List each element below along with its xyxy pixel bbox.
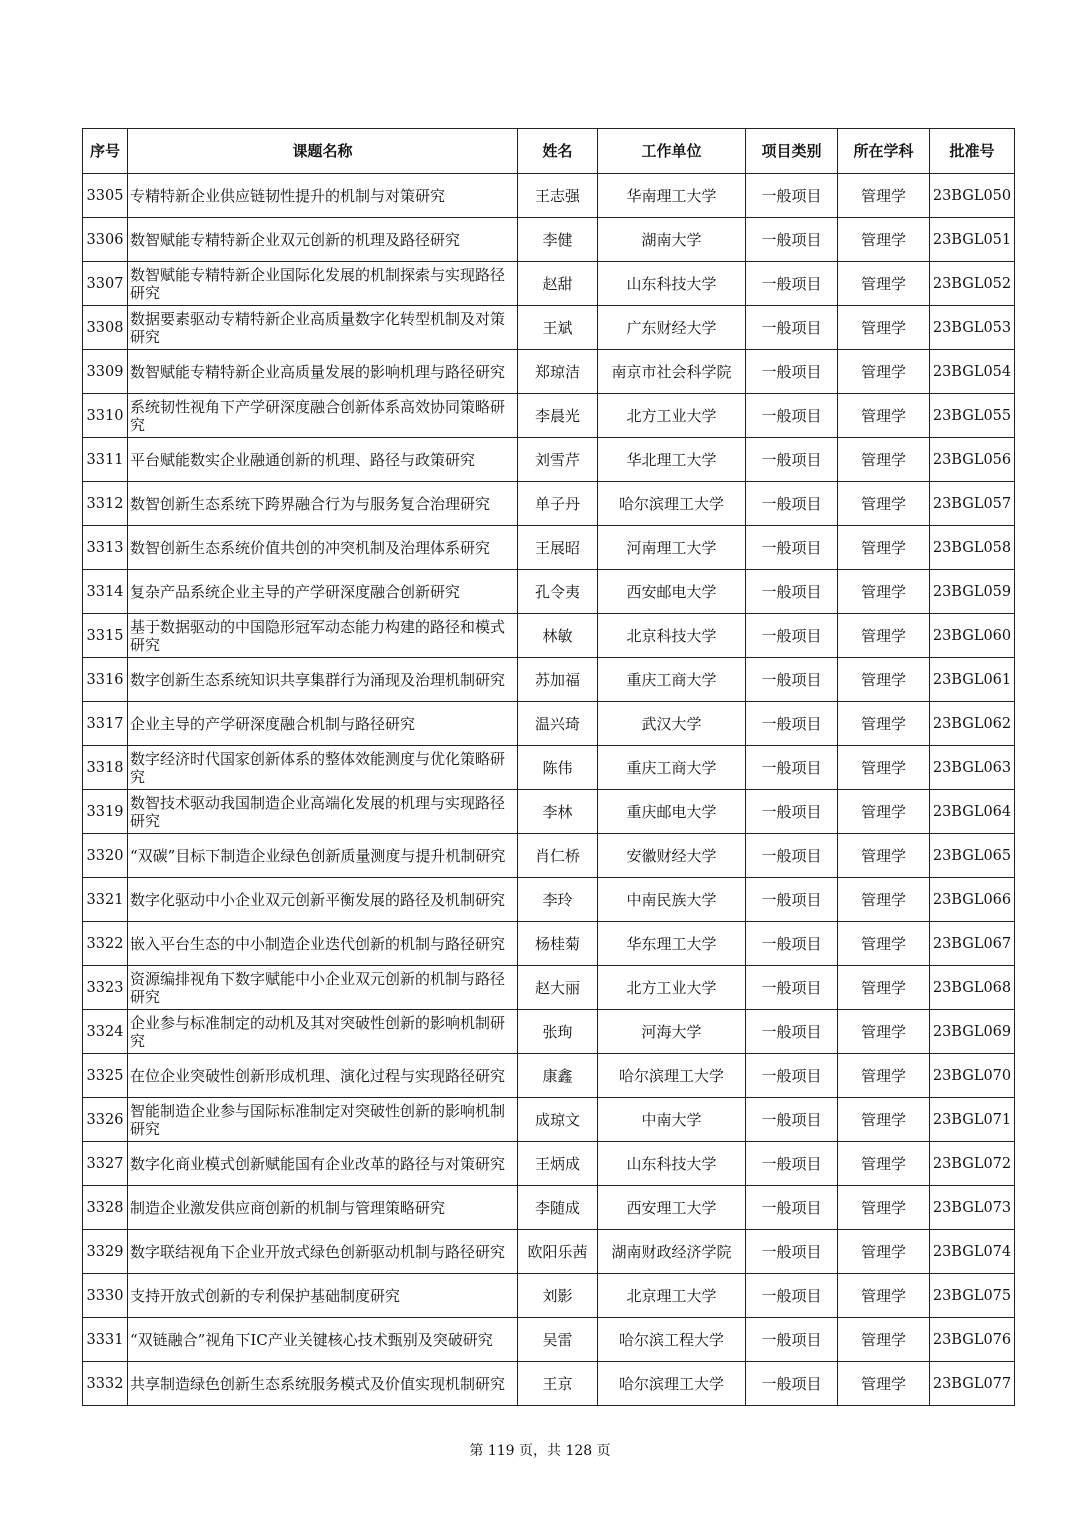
cell-title: 数字化商业模式创新赋能国有企业改革的路径与对策研究 (128, 1142, 518, 1186)
cell-code: 23BGL067 (930, 922, 1015, 966)
cell-discipline: 管理学 (838, 570, 930, 614)
cell-unit: 湖南大学 (598, 218, 746, 262)
table-row (83, 1054, 1015, 1098)
cell-name: 李晨光 (518, 394, 598, 438)
cell-category: 一般项目 (746, 1142, 838, 1186)
cell-discipline: 管理学 (838, 306, 930, 350)
cell-category: 一般项目 (746, 526, 838, 570)
cell-unit: 哈尔滨理工大学 (598, 1362, 746, 1406)
col-header-discipline: 所在学科 (838, 129, 930, 174)
cell-name: 张珣 (518, 1010, 598, 1054)
table-row (83, 482, 1015, 526)
cell-category: 一般项目 (746, 1186, 838, 1230)
cell-title: 系统韧性视角下产学研深度融合创新体系高效协同策略研究 (128, 394, 518, 438)
table-row (83, 746, 1015, 790)
cell-title: 数智赋能专精特新企业高质量发展的影响机理与路径研究 (128, 350, 518, 394)
table-row (83, 966, 1015, 1010)
cell-no: 3318 (83, 746, 128, 790)
table-row (83, 174, 1015, 218)
cell-code: 23BGL058 (930, 526, 1015, 570)
cell-discipline: 管理学 (838, 438, 930, 482)
cell-name: 王京 (518, 1362, 598, 1406)
cell-name: 王展昭 (518, 526, 598, 570)
table-body (83, 174, 1015, 1406)
table-row (83, 614, 1015, 658)
cell-no: 3305 (83, 174, 128, 218)
cell-no: 3315 (83, 614, 128, 658)
cell-discipline: 管理学 (838, 1274, 930, 1318)
cell-code: 23BGL068 (930, 966, 1015, 1010)
cell-name: 李健 (518, 218, 598, 262)
cell-category: 一般项目 (746, 878, 838, 922)
cell-title: 平台赋能数实企业融通创新的机理、路径与政策研究 (128, 438, 518, 482)
cell-code: 23BGL054 (930, 350, 1015, 394)
cell-discipline: 管理学 (838, 966, 930, 1010)
cell-unit: 安徽财经大学 (598, 834, 746, 878)
cell-category: 一般项目 (746, 1230, 838, 1274)
cell-unit: 华南理工大学 (598, 174, 746, 218)
cell-no: 3317 (83, 702, 128, 746)
cell-title: 数智技术驱动我国制造企业高端化发展的机理与实现路径研究 (128, 790, 518, 834)
cell-category: 一般项目 (746, 570, 838, 614)
cell-no: 3326 (83, 1098, 128, 1142)
project-table (82, 128, 1015, 1406)
cell-category: 一般项目 (746, 1054, 838, 1098)
cell-unit: 广东财经大学 (598, 306, 746, 350)
cell-name: 杨桂菊 (518, 922, 598, 966)
cell-no: 3316 (83, 658, 128, 702)
table-row (83, 218, 1015, 262)
cell-name: 郑琼洁 (518, 350, 598, 394)
cell-title: 制造企业激发供应商创新的机制与管理策略研究 (128, 1186, 518, 1230)
cell-code: 23BGL077 (930, 1362, 1015, 1406)
cell-name: 王炳成 (518, 1142, 598, 1186)
cell-title: 数智赋能专精特新企业双元创新的机理及路径研究 (128, 218, 518, 262)
table-row (83, 1274, 1015, 1318)
col-header-title: 课题名称 (128, 129, 518, 174)
cell-code: 23BGL072 (930, 1142, 1015, 1186)
cell-title: 数字经济时代国家创新体系的整体效能测度与优化策略研究 (128, 746, 518, 790)
cell-category: 一般项目 (746, 1362, 838, 1406)
cell-title: 资源编排视角下数字赋能中小企业双元创新的机制与路径研究 (128, 966, 518, 1010)
cell-no: 3327 (83, 1142, 128, 1186)
cell-name: 苏加福 (518, 658, 598, 702)
cell-unit: 北方工业大学 (598, 966, 746, 1010)
cell-code: 23BGL061 (930, 658, 1015, 702)
cell-code: 23BGL065 (930, 834, 1015, 878)
page-number: 第 119 页，共 128 页 (469, 1443, 611, 1459)
table-row (83, 1142, 1015, 1186)
cell-discipline: 管理学 (838, 174, 930, 218)
cell-name: 欧阳乐茜 (518, 1230, 598, 1274)
cell-title: 智能制造企业参与国际标准制定对突破性创新的影响机制研究 (128, 1098, 518, 1142)
cell-code: 23BGL062 (930, 702, 1015, 746)
cell-title: “双链融合”视角下IC产业关键核心技术甄别及突破研究 (128, 1318, 518, 1362)
cell-discipline: 管理学 (838, 834, 930, 878)
cell-name: 肖仁桥 (518, 834, 598, 878)
cell-code: 23BGL073 (930, 1186, 1015, 1230)
cell-discipline: 管理学 (838, 1362, 930, 1406)
cell-title: 数字化驱动中小企业双元创新平衡发展的路径及机制研究 (128, 878, 518, 922)
cell-category: 一般项目 (746, 614, 838, 658)
cell-discipline: 管理学 (838, 790, 930, 834)
cell-category: 一般项目 (746, 218, 838, 262)
cell-title: 数智创新生态系统价值共创的冲突机制及治理体系研究 (128, 526, 518, 570)
table-row (83, 834, 1015, 878)
table-header (83, 129, 1015, 174)
cell-discipline: 管理学 (838, 1054, 930, 1098)
col-header-category: 项目类别 (746, 129, 838, 174)
cell-unit: 西安邮电大学 (598, 570, 746, 614)
cell-unit: 华北理工大学 (598, 438, 746, 482)
cell-code: 23BGL052 (930, 262, 1015, 306)
cell-name: 李随成 (518, 1186, 598, 1230)
col-header-name: 姓名 (518, 129, 598, 174)
cell-unit: 中南大学 (598, 1098, 746, 1142)
cell-category: 一般项目 (746, 746, 838, 790)
cell-unit: 北京理工大学 (598, 1274, 746, 1318)
cell-no: 3310 (83, 394, 128, 438)
cell-code: 23BGL055 (930, 394, 1015, 438)
cell-discipline: 管理学 (838, 1186, 930, 1230)
cell-discipline: 管理学 (838, 878, 930, 922)
cell-code: 23BGL057 (930, 482, 1015, 526)
cell-no: 3320 (83, 834, 128, 878)
cell-title: 数字创新生态系统知识共享集群行为涌现及治理机制研究 (128, 658, 518, 702)
cell-title: “双碳”目标下制造企业绿色创新质量测度与提升机制研究 (128, 834, 518, 878)
cell-title: 企业主导的产学研深度融合机制与路径研究 (128, 702, 518, 746)
cell-discipline: 管理学 (838, 702, 930, 746)
cell-unit: 西安理工大学 (598, 1186, 746, 1230)
cell-unit: 哈尔滨理工大学 (598, 482, 746, 526)
table-row (83, 1010, 1015, 1054)
cell-name: 李玲 (518, 878, 598, 922)
cell-name: 赵甜 (518, 262, 598, 306)
cell-unit: 北方工业大学 (598, 394, 746, 438)
cell-code: 23BGL075 (930, 1274, 1015, 1318)
cell-no: 3321 (83, 878, 128, 922)
cell-name: 赵大丽 (518, 966, 598, 1010)
cell-name: 刘影 (518, 1274, 598, 1318)
cell-code: 23BGL069 (930, 1010, 1015, 1054)
table-row (83, 306, 1015, 350)
cell-title: 企业参与标准制定的动机及其对突破性创新的影响机制研究 (128, 1010, 518, 1054)
cell-title: 基于数据驱动的中国隐形冠军动态能力构建的路径和模式研究 (128, 614, 518, 658)
cell-discipline: 管理学 (838, 1230, 930, 1274)
cell-unit: 武汉大学 (598, 702, 746, 746)
cell-code: 23BGL050 (930, 174, 1015, 218)
cell-code: 23BGL064 (930, 790, 1015, 834)
cell-name: 陈伟 (518, 746, 598, 790)
table-row (83, 790, 1015, 834)
cell-category: 一般项目 (746, 834, 838, 878)
cell-no: 3312 (83, 482, 128, 526)
cell-category: 一般项目 (746, 394, 838, 438)
cell-discipline: 管理学 (838, 1318, 930, 1362)
cell-category: 一般项目 (746, 1318, 838, 1362)
cell-unit: 重庆邮电大学 (598, 790, 746, 834)
table-row (83, 394, 1015, 438)
table-row (83, 1098, 1015, 1142)
table-row (83, 1318, 1015, 1362)
cell-code: 23BGL071 (930, 1098, 1015, 1142)
cell-code: 23BGL053 (930, 306, 1015, 350)
cell-name: 孔令夷 (518, 570, 598, 614)
cell-no: 3329 (83, 1230, 128, 1274)
cell-no: 3313 (83, 526, 128, 570)
table-row (83, 1186, 1015, 1230)
cell-category: 一般项目 (746, 438, 838, 482)
cell-discipline: 管理学 (838, 350, 930, 394)
cell-no: 3331 (83, 1318, 128, 1362)
cell-title: 数智赋能专精特新企业国际化发展的机制探索与实现路径研究 (128, 262, 518, 306)
cell-name: 单子丹 (518, 482, 598, 526)
cell-category: 一般项目 (746, 350, 838, 394)
cell-discipline: 管理学 (838, 218, 930, 262)
cell-name: 吴雷 (518, 1318, 598, 1362)
cell-name: 温兴琦 (518, 702, 598, 746)
cell-no: 3328 (83, 1186, 128, 1230)
table-row (83, 438, 1015, 482)
table-row (83, 1362, 1015, 1406)
cell-discipline: 管理学 (838, 922, 930, 966)
cell-no: 3325 (83, 1054, 128, 1098)
cell-no: 3307 (83, 262, 128, 306)
table-row (83, 570, 1015, 614)
table-row (83, 350, 1015, 394)
cell-no: 3330 (83, 1274, 128, 1318)
cell-name: 王斌 (518, 306, 598, 350)
cell-title: 支持开放式创新的专利保护基础制度研究 (128, 1274, 518, 1318)
cell-title: 专精特新企业供应链韧性提升的机制与对策研究 (128, 174, 518, 218)
cell-code: 23BGL074 (930, 1230, 1015, 1274)
cell-discipline: 管理学 (838, 1010, 930, 1054)
cell-discipline: 管理学 (838, 262, 930, 306)
cell-discipline: 管理学 (838, 526, 930, 570)
cell-title: 数智创新生态系统下跨界融合行为与服务复合治理研究 (128, 482, 518, 526)
cell-title: 复杂产品系统企业主导的产学研深度融合创新研究 (128, 570, 518, 614)
cell-category: 一般项目 (746, 1010, 838, 1054)
cell-category: 一般项目 (746, 262, 838, 306)
cell-unit: 南京市社会科学院 (598, 350, 746, 394)
cell-code: 23BGL059 (930, 570, 1015, 614)
cell-discipline: 管理学 (838, 658, 930, 702)
col-header-no: 序号 (83, 129, 128, 174)
cell-no: 3323 (83, 966, 128, 1010)
cell-category: 一般项目 (746, 790, 838, 834)
cell-category: 一般项目 (746, 306, 838, 350)
cell-unit: 中南民族大学 (598, 878, 746, 922)
table-row (83, 262, 1015, 306)
header-row (83, 129, 1015, 174)
cell-name: 李林 (518, 790, 598, 834)
cell-discipline: 管理学 (838, 746, 930, 790)
cell-category: 一般项目 (746, 174, 838, 218)
cell-category: 一般项目 (746, 1098, 838, 1142)
cell-category: 一般项目 (746, 966, 838, 1010)
cell-discipline: 管理学 (838, 1098, 930, 1142)
table-row (83, 922, 1015, 966)
cell-no: 3332 (83, 1362, 128, 1406)
cell-title: 数据要素驱动专精特新企业高质量数字化转型机制及对策研究 (128, 306, 518, 350)
cell-code: 23BGL076 (930, 1318, 1015, 1362)
cell-title: 数字联结视角下企业开放式绿色创新驱动机制与路径研究 (128, 1230, 518, 1274)
cell-title: 在位企业突破性创新形成机理、演化过程与实现路径研究 (128, 1054, 518, 1098)
cell-unit: 重庆工商大学 (598, 658, 746, 702)
cell-code: 23BGL051 (930, 218, 1015, 262)
cell-name: 成琼文 (518, 1098, 598, 1142)
cell-category: 一般项目 (746, 658, 838, 702)
cell-no: 3311 (83, 438, 128, 482)
cell-discipline: 管理学 (838, 394, 930, 438)
table-row (83, 702, 1015, 746)
cell-title: 嵌入平台生态的中小制造企业迭代创新的机制与路径研究 (128, 922, 518, 966)
table-row (83, 878, 1015, 922)
cell-category: 一般项目 (746, 482, 838, 526)
cell-discipline: 管理学 (838, 1142, 930, 1186)
cell-no: 3322 (83, 922, 128, 966)
cell-discipline: 管理学 (838, 614, 930, 658)
cell-code: 23BGL070 (930, 1054, 1015, 1098)
cell-name: 康鑫 (518, 1054, 598, 1098)
cell-unit: 河南理工大学 (598, 526, 746, 570)
cell-code: 23BGL066 (930, 878, 1015, 922)
cell-category: 一般项目 (746, 702, 838, 746)
table-row (83, 1230, 1015, 1274)
table-row (83, 658, 1015, 702)
cell-code: 23BGL060 (930, 614, 1015, 658)
cell-unit: 湖南财政经济学院 (598, 1230, 746, 1274)
cell-no: 3309 (83, 350, 128, 394)
cell-name: 王志强 (518, 174, 598, 218)
cell-unit: 哈尔滨工程大学 (598, 1318, 746, 1362)
cell-title: 共享制造绿色创新生态系统服务模式及价值实现机制研究 (128, 1362, 518, 1406)
table-row (83, 526, 1015, 570)
col-header-code: 批准号 (930, 129, 1015, 174)
cell-no: 3324 (83, 1010, 128, 1054)
col-header-unit: 工作单位 (598, 129, 746, 174)
cell-unit: 北京科技大学 (598, 614, 746, 658)
cell-unit: 华东理工大学 (598, 922, 746, 966)
cell-unit: 山东科技大学 (598, 1142, 746, 1186)
cell-category: 一般项目 (746, 922, 838, 966)
cell-name: 刘雪芹 (518, 438, 598, 482)
cell-unit: 河海大学 (598, 1010, 746, 1054)
cell-code: 23BGL056 (930, 438, 1015, 482)
cell-name: 林敏 (518, 614, 598, 658)
cell-unit: 哈尔滨理工大学 (598, 1054, 746, 1098)
cell-discipline: 管理学 (838, 482, 930, 526)
cell-code: 23BGL063 (930, 746, 1015, 790)
cell-no: 3308 (83, 306, 128, 350)
cell-no: 3306 (83, 218, 128, 262)
cell-unit: 山东科技大学 (598, 262, 746, 306)
cell-category: 一般项目 (746, 1274, 838, 1318)
cell-unit: 重庆工商大学 (598, 746, 746, 790)
cell-no: 3314 (83, 570, 128, 614)
cell-no: 3319 (83, 790, 128, 834)
